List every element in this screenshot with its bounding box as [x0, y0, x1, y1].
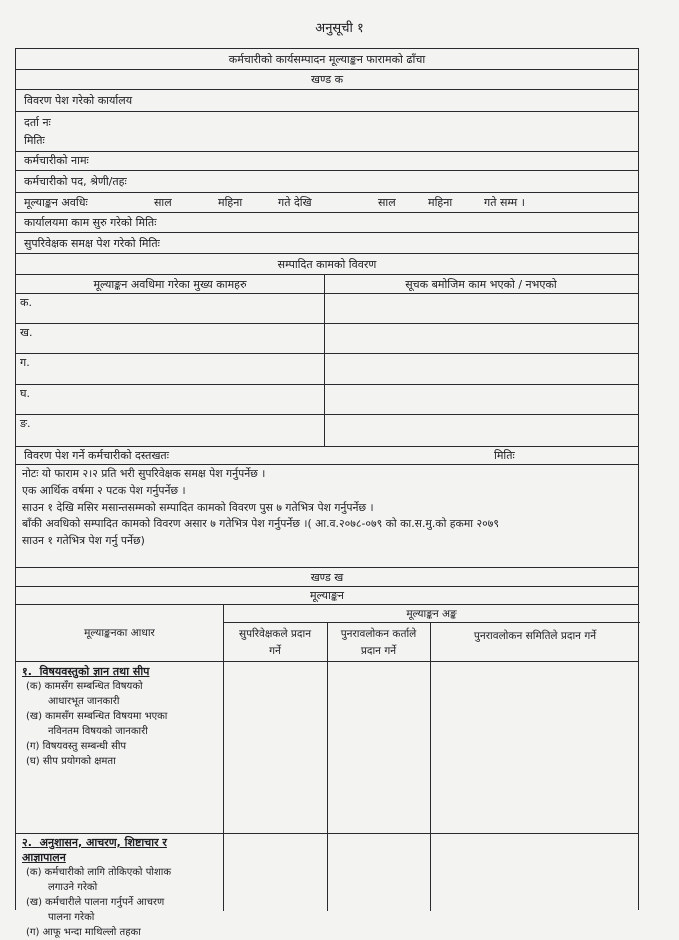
form-title: कर्मचारीको कार्यसम्पादन मूल्याङ्कन फारामको ढाँचा [16, 49, 638, 70]
criterion-item: (क) कर्मचारीको लागि तोकिएको पोशाक [26, 867, 172, 878]
criterion-title: विषयवस्तुको ज्ञान तथा सीप [39, 665, 150, 678]
criterion-item: (क) कामसँग सम्बन्धित विषयको [26, 681, 143, 692]
criterion-item: (ग) आफू भन्दा माथिल्लो तहका [26, 927, 141, 938]
eval-divider [430, 623, 431, 911]
work-details-table [16, 275, 638, 447]
criterion-heading [22, 664, 223, 679]
criterion-item: (ग) विषयवस्तु सम्बन्धी सीप [26, 741, 127, 752]
annex-title: अनुसूची १ [315, 21, 364, 36]
period-label: मूल्याङ्कन अवधिः [24, 196, 88, 209]
appraisal-form [15, 48, 639, 938]
work-row-label: घ. [20, 387, 30, 400]
period-year-to: साल [378, 196, 396, 209]
period-day-from: गते देखि [278, 196, 312, 209]
work-row-label: ग. [20, 356, 30, 369]
work-row [16, 385, 638, 415]
period-day-to: गते सम्म । [484, 196, 525, 209]
employee-post-field: कर्मचारीको पद, श्रेणी/तहः [16, 171, 638, 193]
work-row [16, 354, 638, 385]
period-month-to: महिना [428, 196, 453, 209]
criterion-item: (घ) सीप प्रयोगको क्षमता [26, 756, 116, 767]
work-table-header [16, 275, 638, 294]
employee-name-field: कर्मचारीको नामः [16, 152, 638, 171]
criterion-item-cont: पालना गरेको [48, 912, 95, 923]
criterion-discipline [16, 835, 223, 938]
eval-row-rule [16, 833, 638, 834]
work-col-indicator: सूचक बमोजिम काम भएको / नभएको [405, 278, 557, 291]
evaluation-table [16, 605, 638, 938]
eval-col-supervisor-line: गर्ने [269, 645, 281, 657]
note-line: एक आर्थिक वर्षमा २ पटक पेश गर्नुपर्नेछ । [22, 483, 186, 497]
eval-col-reviewer-line: पुनरावलोकन कर्ताले [340, 628, 417, 640]
evaluation-period-row [16, 193, 638, 213]
criterion-knowledge-skill [16, 664, 223, 786]
criterion-item-cont: लगाउने गरेको [48, 882, 98, 893]
section-a-heading: खण्ड क [16, 70, 638, 90]
eval-col-marks: मूल्याङ्कन अङ्क [223, 605, 640, 623]
criterion-heading-cont: आज्ञापालन [22, 851, 66, 864]
work-row [16, 415, 638, 447]
evaluation-heading: मूल्याङ्कन [16, 587, 638, 605]
eval-col-reviewer-line: प्रदान गर्ने [360, 645, 397, 657]
work-row-label: क. [20, 296, 32, 309]
criterion-item: (ख) कर्मचारीले पालना गर्नुपर्ने आचरण [26, 897, 165, 908]
registration-block [16, 112, 638, 152]
period-month-from: महिना [218, 196, 243, 209]
signature-row [16, 447, 638, 465]
section-b-heading: खण्ड ख [16, 568, 638, 587]
work-row-label: ङ. [20, 417, 31, 430]
criterion-number: २. [22, 836, 32, 849]
eval-col-reviewer [327, 623, 430, 661]
note-line: साउन १ देखि मसिर मसान्तसम्मको सम्पादित कामको विवरण पुस ७ गतेभित्र पेश गर्नुपर्नेछ । [22, 500, 374, 514]
note-line: साउन १ गतेभित्र पेश गर्नु पर्नेछ) [22, 534, 145, 548]
eval-col-committee: पुनरावलोकन समितिले प्रदान गर्ने [473, 630, 597, 642]
submit-date-field: सुपरिवेक्षक समक्ष पेश गरेको मितिः [16, 233, 638, 254]
work-row-label: ख. [20, 326, 33, 339]
note-line: बाँकी अवधिको सम्पादित कामको विवरण असार ७ गतेभित्र पेश गर्नुपर्नेछ ।( आ.व.२०७८-०७९ को का.स.मु.को हकमा २०७९ [22, 517, 499, 531]
criterion-heading [22, 835, 223, 850]
period-year-from: साल [154, 196, 172, 209]
join-date-field: कार्यालयमा काम सुरु गरेको मितिः [16, 213, 638, 233]
office-field: विवरण पेश गरेको कार्यालय [16, 90, 638, 112]
registration-no-label: दर्ता नः [24, 116, 51, 129]
eval-col-basis: मूल्याङ्कनका आधार [84, 627, 155, 639]
work-col-main-tasks: मूल्याङ्कन अवधिमा गरेका मुख्य कामहरु [93, 278, 247, 291]
criterion-item: (ख) कामसँग सम्बन्धित विषयमा भएका [26, 711, 168, 722]
criterion-title: अनुशासन, आचरण, शिष्टाचार र [39, 836, 167, 849]
criterion-item-cont: नविनतम विषयको जानकारी [48, 726, 148, 737]
eval-divider [327, 623, 328, 911]
work-row [16, 324, 638, 354]
registration-date-label: मितिः [24, 134, 45, 147]
criterion-number: १. [22, 665, 32, 678]
signature-label: विवरण पेश गर्ने कर्मचारीको दस्तखतः [24, 449, 169, 462]
notes-block [16, 465, 638, 568]
eval-header-rule [16, 661, 638, 662]
work-row [16, 294, 638, 324]
eval-col-supervisor [223, 623, 327, 661]
criterion-item-cont: आधारभूत जानकारी [48, 696, 120, 707]
note-line: नोटः यो फाराम २।२ प्रति भरी सुपरिवेक्षक समक्ष पेश गर्नुपर्नेछ । [22, 467, 266, 480]
eval-col-supervisor-line: सुपरिवेक्षकले प्रदान [238, 628, 312, 640]
work-details-heading: सम्पादित कामको विवरण [16, 254, 638, 275]
signature-date-label: मितिः [494, 449, 515, 462]
